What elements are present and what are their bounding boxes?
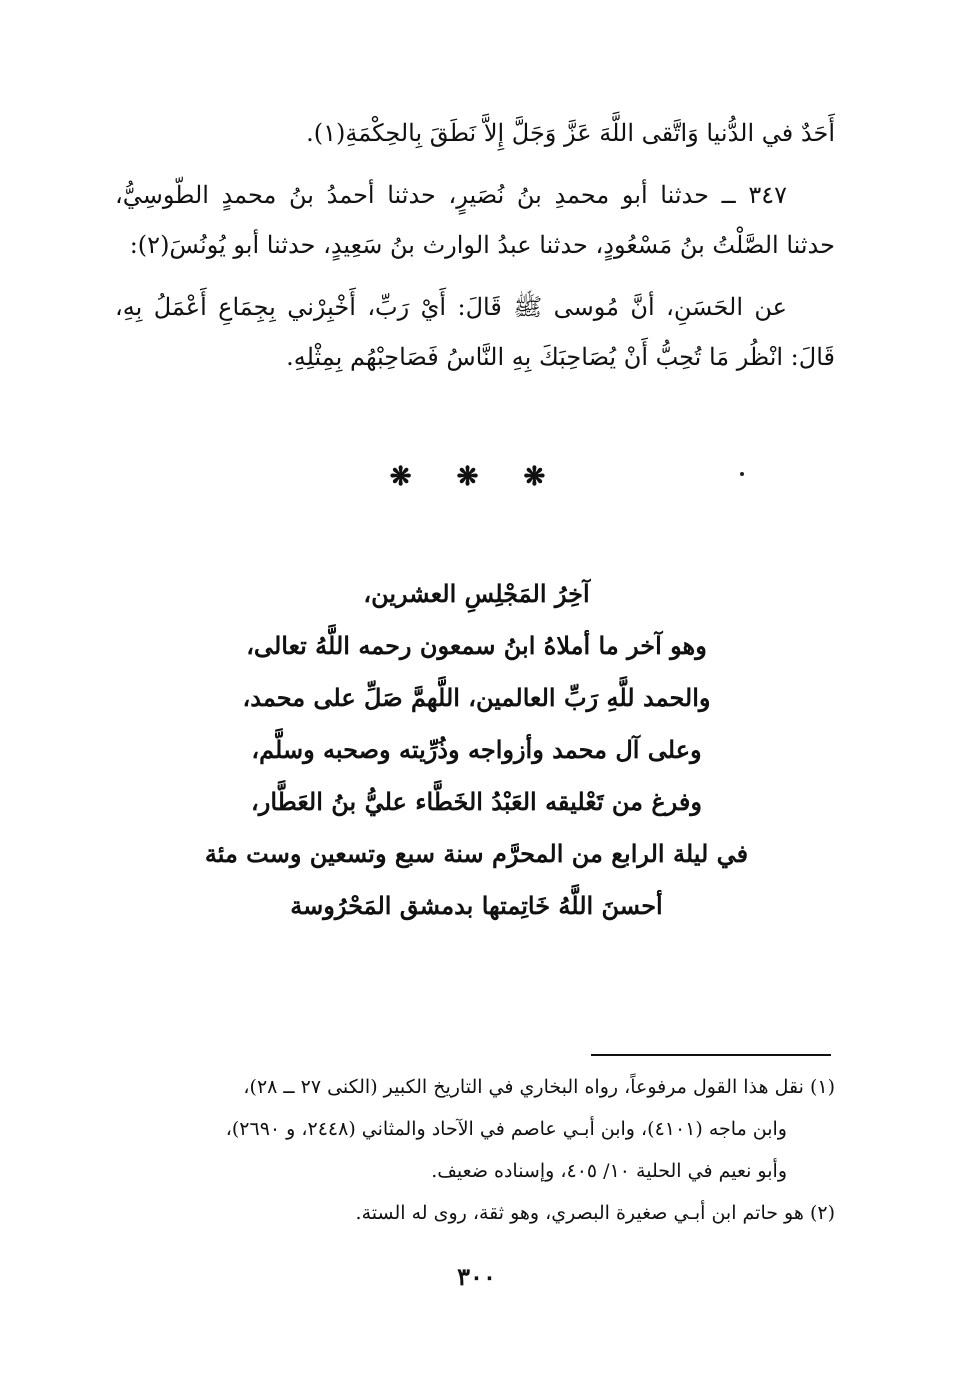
- main-text-block: [115, 108, 835, 382]
- hadith-number: ٣٤٧: [748, 181, 787, 209]
- section-separator: ❋ ❋ ❋: [389, 462, 564, 492]
- footnote-divider: [591, 1054, 831, 1056]
- colophon-line: آخِرُ المَجْلِسِ العشرين،: [363, 579, 590, 608]
- footnote-1-line-1: [115, 1066, 835, 1108]
- footnote-2-text: هو حاتم ابن أبـي صغيرة البصري، وهو ثقة، روى له الستة.: [355, 1202, 804, 1224]
- ink-speck: [740, 472, 744, 476]
- footnote-2: [115, 1192, 835, 1234]
- colophon-line: والحمد للَّهِ رَبِّ العالمين، اللَّهمَّ صَلِّ على محمد،: [242, 683, 711, 712]
- footnote-1-line-2: وابن ماجه (٤١٠١)، وابن أبـي عاصم في الآحاد والمثاني (٢٤٤٨، و ٢٦٩٠)،: [225, 1118, 787, 1140]
- colophon: [0, 568, 953, 932]
- colophon-line: وهو آخر ما أملاهُ ابنُ سمعون رحمه اللَّهُ تعالى،: [246, 631, 707, 660]
- main-text-line-1: أَحَدٌ في الدُّنيا وَاتَّقى اللَّهَ عَزَّ وَجَلَّ إِلاَّ نَطَقَ بِالحِكْمَةِ(١).: [306, 119, 835, 147]
- footnotes-block: [115, 1066, 835, 1234]
- colophon-line: وعلى آل محمد وأزواجه وذُرِّيته وصحبه وسلَّم،: [251, 735, 702, 764]
- footnote-1-line-3: وأبو نعيم في الحلية ١٠/ ٤٠٥، وإسناده ضعيف.: [431, 1160, 787, 1182]
- page-number: ٣٠٠: [457, 1262, 496, 1291]
- footnote-1-text: نقل هذا القول مرفوعاً، رواه البخاري في التاريخ الكبير (الكنى ٢٧ ــ ٢٨)،: [243, 1076, 804, 1098]
- colophon-line: في ليلة الرابع من المحرَّم سنة سبع وتسعين وست مئة: [204, 839, 749, 868]
- colophon-line: وفرغ من تَعْليقه العَبْدُ الخَطَّاء عليُّ بنُ العَطَّار،: [251, 787, 702, 816]
- hadith-isnad: ــ حدثنا أبو محمدِ بنُ نُصَيرٍ، حدثنا أحمدُ بنُ محمدٍ الطّوسِيُّ، حدثنا الصَّلْتُ بنُ مَسْعُودٍ، حدثنا عبدُ الوارث بنُ سَعِيدٍ، حدثنا أبو يُونُسَ(٢):: [115, 181, 835, 259]
- colophon-line: أحسنَ اللَّهُ خَاتِمتها بدمشق المَحْرُوسة: [290, 891, 663, 920]
- hadith-isnad-paragraph: [115, 170, 835, 270]
- hadith-matn-paragraph: عن الحَسَنِ، أنَّ مُوسى ﷺ قَالَ: أَيْ رَبِّ، أَخْبِرْني بِجِمَاعِ أَعْمَلُ بِهِ، قَالَ: انْظُر مَا تُحِبُّ أَنْ يُصَاحِبَكَ بِهِ النَّاسُ فَصَاحِبْهُم بِمِثْلِهِ.: [115, 293, 835, 371]
- footnote-1-number: (١): [809, 1076, 835, 1098]
- footnote-2-number: (٢): [809, 1202, 835, 1224]
